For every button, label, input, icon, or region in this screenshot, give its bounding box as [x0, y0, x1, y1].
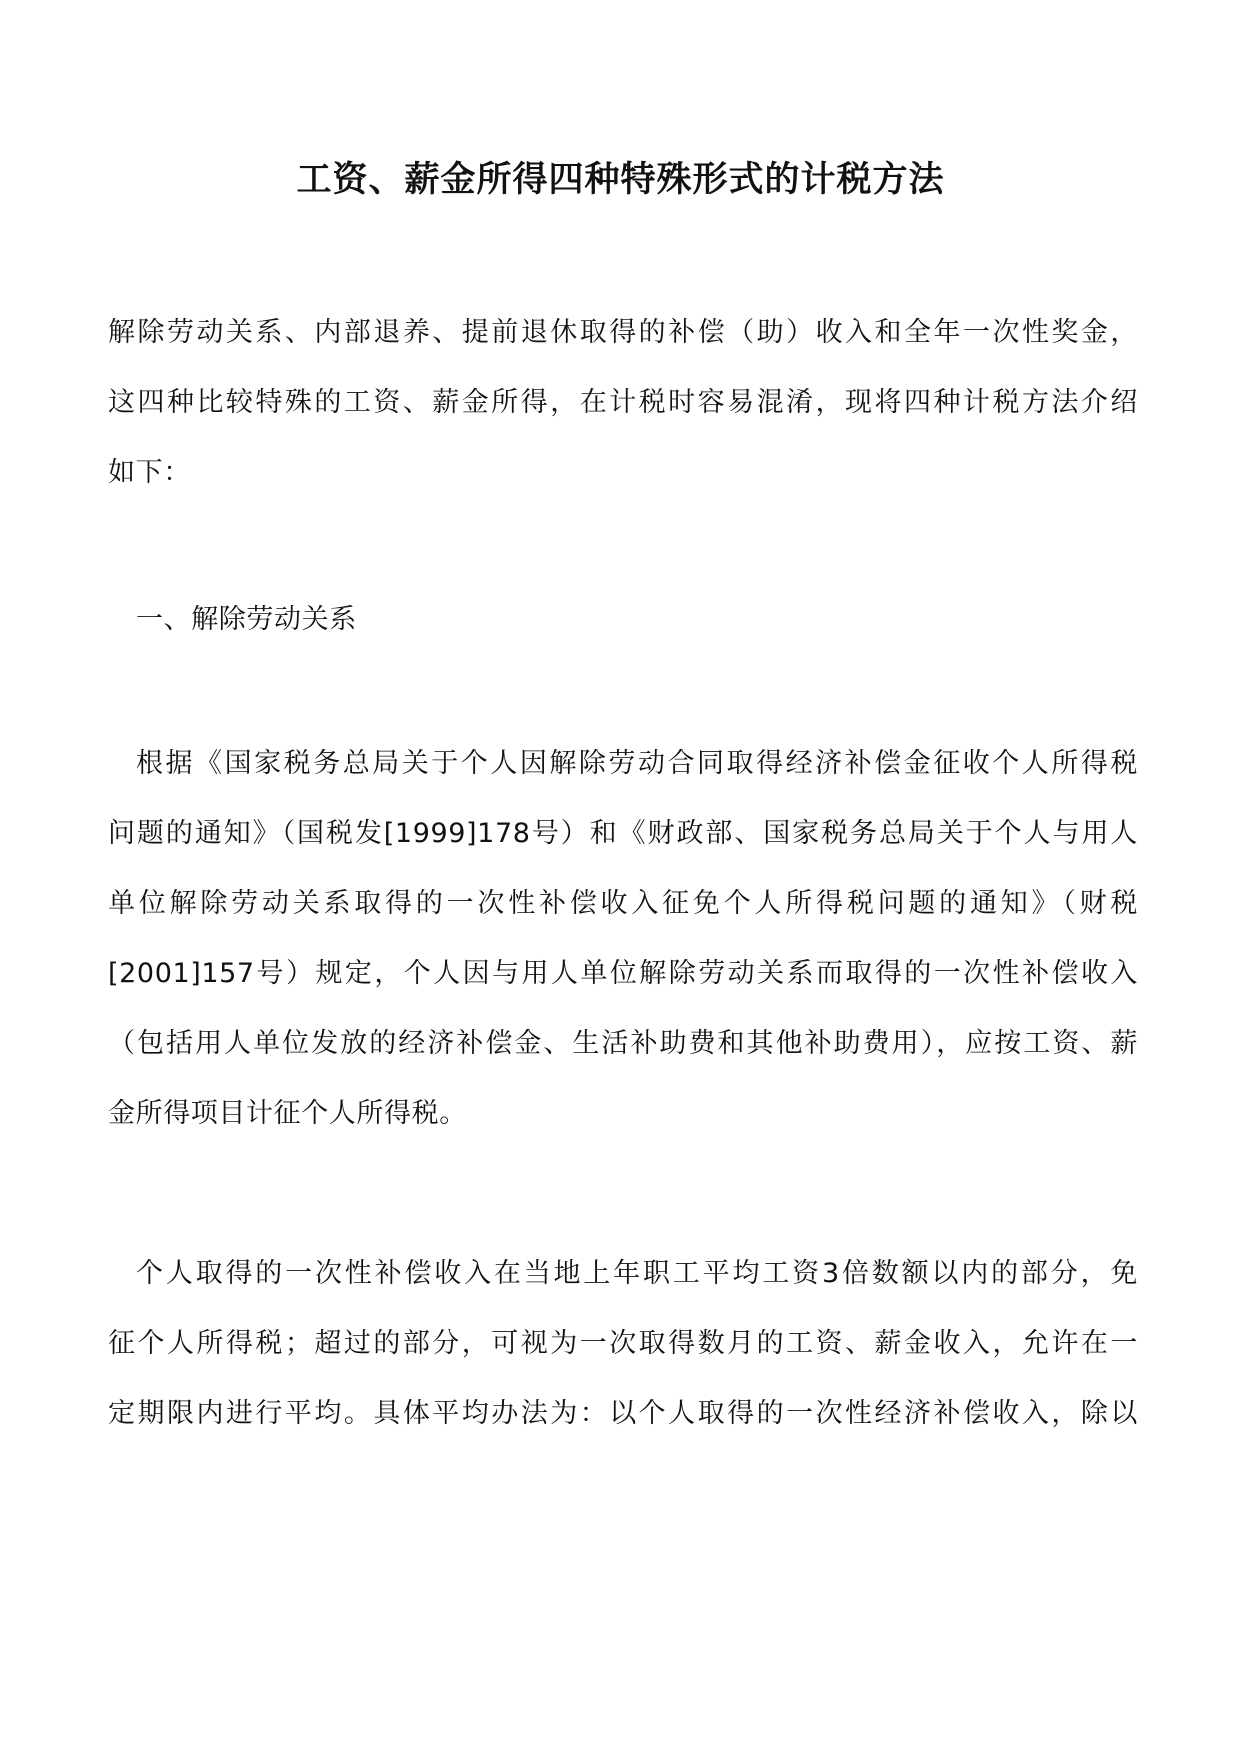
section-1-para-1-line-3: 单位解除劳动关系取得的一次性补偿收入征免个人所得税问题的通知》（财税 [108, 888, 1138, 919]
section-1-para-2-line-2: 征个人所得税；超过的部分，可视为一次取得数月的工资、薪金收入，允许在一 [108, 1328, 1138, 1359]
section-1-para-2-line-1: 个人取得的一次性补偿收入在当地上年职工平均工资3倍数额以内的部分，免 [136, 1258, 1138, 1289]
section-1-para-1-line-4: [2001]157号）规定，个人因与用人单位解除劳动关系而取得的一次性补偿收入 [108, 958, 1138, 989]
intro-line-3: 如下： [108, 457, 191, 488]
intro-line-2: 这四种比较特殊的工资、薪金所得，在计税时容易混淆，现将四种计税方法介绍 [108, 387, 1138, 418]
section-1-para-2-line-3: 定期限内进行平均。具体平均办法为：以个人取得的一次性经济补偿收入，除以 [108, 1398, 1138, 1429]
section-1-heading: 一、解除劳动关系 [136, 604, 357, 635]
section-1-para-1-line-2: 问题的通知》（国税发[1999]178号）和《财政部、国家税务总局关于个人与用人 [108, 818, 1138, 849]
document-title: 工资、薪金所得四种特殊形式的计税方法 [296, 159, 945, 200]
section-1-para-1-line-1: 根据《国家税务总局关于个人因解除劳动合同取得经济补偿金征收个人所得税 [136, 748, 1138, 779]
section-1-para-1-line-5: （包括用人单位发放的经济补偿金、生活补助费和其他补助费用），应按工资、薪 [108, 1028, 1138, 1059]
section-1-para-1-line-6: 金所得项目计征个人所得税。 [108, 1098, 467, 1129]
intro-line-1: 解除劳动关系、内部退养、提前退休取得的补偿（助）收入和全年一次性奖金， [108, 317, 1138, 348]
